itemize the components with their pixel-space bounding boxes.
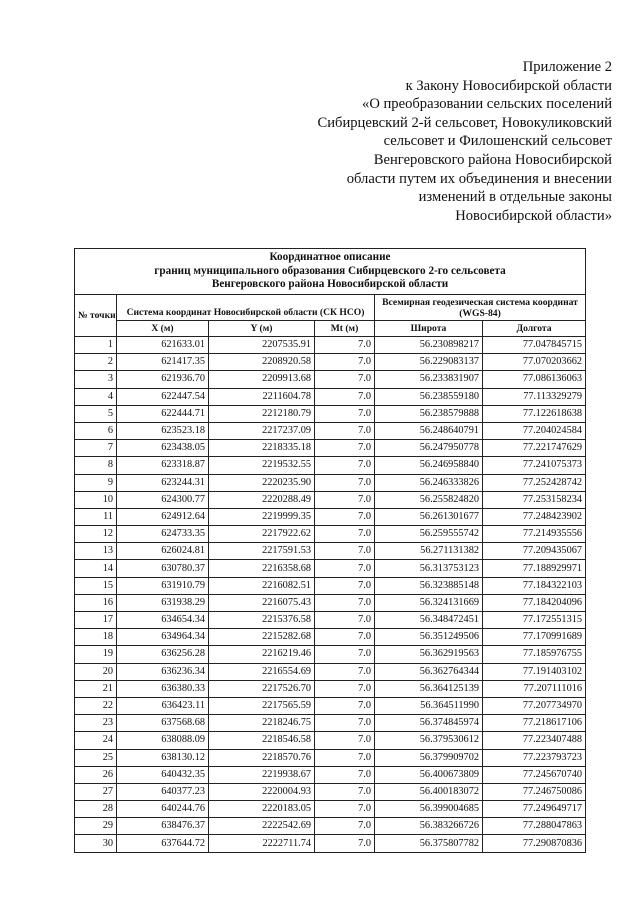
cell-longitude: 77.172551315 [483, 612, 586, 629]
cell-mt: 7.0 [315, 371, 375, 388]
cell-x: 634964.34 [117, 629, 209, 646]
cell-point-number: 18 [75, 629, 117, 646]
cell-longitude: 77.170991689 [483, 629, 586, 646]
cell-longitude: 77.086136063 [483, 371, 586, 388]
cell-mt: 7.0 [315, 818, 375, 835]
cell-y: 2219532.55 [209, 457, 315, 474]
cell-latitude: 56.246958840 [375, 457, 483, 474]
table-row [75, 474, 586, 491]
cell-longitude: 77.248423902 [483, 508, 586, 525]
cell-point-number: 2 [75, 354, 117, 371]
cell-latitude: 56.247950778 [375, 440, 483, 457]
cell-mt: 7.0 [315, 783, 375, 800]
cell-latitude: 56.362919563 [375, 646, 483, 663]
cell-y: 2219938.67 [209, 766, 315, 783]
cell-point-number: 23 [75, 715, 117, 732]
cell-point-number: 28 [75, 801, 117, 818]
appendix-line: сельсовет и Филошенский сельсовет [383, 133, 612, 150]
cell-mt: 7.0 [315, 440, 375, 457]
table-row [75, 337, 586, 354]
cell-latitude: 56.259555742 [375, 526, 483, 543]
cell-mt: 7.0 [315, 577, 375, 594]
cell-x: 622444.71 [117, 405, 209, 422]
table-row [75, 646, 586, 663]
cell-longitude: 77.188929971 [483, 560, 586, 577]
cell-longitude: 77.070203662 [483, 354, 586, 371]
cell-y: 2217591.53 [209, 543, 315, 560]
cell-y: 2218570.76 [209, 749, 315, 766]
cell-mt: 7.0 [315, 354, 375, 371]
cell-point-number: 20 [75, 663, 117, 680]
cell-y: 2216358.68 [209, 560, 315, 577]
table-body [75, 337, 586, 853]
cell-mt: 7.0 [315, 680, 375, 697]
table-row [75, 663, 586, 680]
cell-point-number: 14 [75, 560, 117, 577]
table-row [75, 354, 586, 371]
cell-x: 630780.37 [117, 560, 209, 577]
cell-mt: 7.0 [315, 697, 375, 714]
cell-longitude: 77.218617106 [483, 715, 586, 732]
appendix-line: области путем их объединения и внесении [346, 170, 612, 187]
cell-latitude: 56.233831907 [375, 371, 483, 388]
cell-mt: 7.0 [315, 543, 375, 560]
cell-latitude: 56.364125139 [375, 680, 483, 697]
cell-latitude: 56.324131669 [375, 594, 483, 611]
cell-point-number: 10 [75, 491, 117, 508]
cell-mt: 7.0 [315, 526, 375, 543]
cell-point-number: 5 [75, 405, 117, 422]
cell-point-number: 25 [75, 749, 117, 766]
cell-y: 2208920.58 [209, 354, 315, 371]
cell-point-number: 6 [75, 422, 117, 439]
cell-x: 626024.81 [117, 543, 209, 560]
cell-mt: 7.0 [315, 663, 375, 680]
cell-longitude: 77.249649717 [483, 801, 586, 818]
cell-latitude: 56.261301677 [375, 508, 483, 525]
table-row [75, 594, 586, 611]
header-x: X (м) [117, 321, 209, 337]
cell-y: 2218546.58 [209, 732, 315, 749]
cell-latitude: 56.351249506 [375, 629, 483, 646]
table-row [75, 732, 586, 749]
cell-point-number: 3 [75, 371, 117, 388]
cell-longitude: 77.245670740 [483, 766, 586, 783]
cell-longitude: 77.184204096 [483, 594, 586, 611]
cell-mt: 7.0 [315, 629, 375, 646]
cell-longitude: 77.207734970 [483, 697, 586, 714]
cell-mt: 7.0 [315, 766, 375, 783]
table-row [75, 560, 586, 577]
table-row [75, 783, 586, 800]
cell-x: 631910.79 [117, 577, 209, 594]
table-row [75, 612, 586, 629]
table-row [75, 835, 586, 852]
header-wgs84: Всемирная геодезическая система координат (WGS-84) [375, 295, 586, 321]
cell-longitude: 77.207111016 [483, 680, 586, 697]
cell-latitude: 56.313753123 [375, 560, 483, 577]
cell-latitude: 56.383266726 [375, 818, 483, 835]
table-row [75, 371, 586, 388]
cell-x: 638130.12 [117, 749, 209, 766]
cell-longitude: 77.191403102 [483, 663, 586, 680]
cell-point-number: 27 [75, 783, 117, 800]
appendix-header [252, 58, 612, 225]
cell-x: 638088.09 [117, 732, 209, 749]
cell-latitude: 56.400673809 [375, 766, 483, 783]
cell-x: 623244.31 [117, 474, 209, 491]
cell-mt: 7.0 [315, 801, 375, 818]
cell-x: 621936.70 [117, 371, 209, 388]
cell-latitude: 56.238579888 [375, 405, 483, 422]
table-row [75, 440, 586, 457]
cell-y: 2215376.58 [209, 612, 315, 629]
cell-point-number: 13 [75, 543, 117, 560]
cell-x: 621633.01 [117, 337, 209, 354]
appendix-line: к Закону Новосибирской области [405, 77, 612, 94]
cell-mt: 7.0 [315, 715, 375, 732]
cell-longitude: 77.288047863 [483, 818, 586, 835]
cell-y: 2217922.62 [209, 526, 315, 543]
cell-x: 622447.54 [117, 388, 209, 405]
appendix-line: Новосибирской области» [455, 207, 612, 224]
cell-y: 2216082.51 [209, 577, 315, 594]
cell-y: 2216219.46 [209, 646, 315, 663]
cell-point-number: 9 [75, 474, 117, 491]
cell-y: 2217565.59 [209, 697, 315, 714]
header-longitude: Долгота [483, 321, 586, 337]
cell-y: 2220183.05 [209, 801, 315, 818]
cell-latitude: 56.379530612 [375, 732, 483, 749]
table-row [75, 680, 586, 697]
cell-x: 638476.37 [117, 818, 209, 835]
cell-y: 2218335.18 [209, 440, 315, 457]
table-title-line: Венгеровского района Новосибирской области [211, 278, 449, 291]
cell-longitude: 77.122618638 [483, 405, 586, 422]
cell-x: 634654.34 [117, 612, 209, 629]
table-row [75, 818, 586, 835]
cell-point-number: 16 [75, 594, 117, 611]
appendix-line: Венгеровского района Новосибирской [373, 151, 612, 168]
cell-point-number: 26 [75, 766, 117, 783]
cell-y: 2222542.69 [209, 818, 315, 835]
cell-point-number: 12 [75, 526, 117, 543]
cell-latitude: 56.362764344 [375, 663, 483, 680]
cell-x: 624733.35 [117, 526, 209, 543]
cell-latitude: 56.271131382 [375, 543, 483, 560]
cell-x: 631938.29 [117, 594, 209, 611]
cell-longitude: 77.223407488 [483, 732, 586, 749]
cell-x: 640377.23 [117, 783, 209, 800]
cell-point-number: 7 [75, 440, 117, 457]
table-title-line: Координатное описание [269, 251, 391, 264]
appendix-line: Сибирцевский 2-й сельсовет, Новокуликовский [317, 114, 612, 131]
coordinate-table [74, 248, 586, 853]
cell-x: 637568.68 [117, 715, 209, 732]
cell-longitude: 77.221747629 [483, 440, 586, 457]
cell-longitude: 77.214935556 [483, 526, 586, 543]
cell-longitude: 77.290870836 [483, 835, 586, 852]
cell-mt: 7.0 [315, 732, 375, 749]
cell-longitude: 77.185976755 [483, 646, 586, 663]
cell-y: 2211604.78 [209, 388, 315, 405]
cell-point-number: 29 [75, 818, 117, 835]
table-row [75, 715, 586, 732]
table-row [75, 457, 586, 474]
cell-latitude: 56.246333826 [375, 474, 483, 491]
cell-latitude: 56.400183072 [375, 783, 483, 800]
cell-mt: 7.0 [315, 491, 375, 508]
cell-longitude: 77.113329279 [483, 388, 586, 405]
cell-y: 2209913.68 [209, 371, 315, 388]
cell-x: 640244.76 [117, 801, 209, 818]
table-row [75, 388, 586, 405]
cell-longitude: 77.241075373 [483, 457, 586, 474]
table-row [75, 526, 586, 543]
cell-x: 636423.11 [117, 697, 209, 714]
cell-latitude: 56.399004685 [375, 801, 483, 818]
cell-latitude: 56.238559180 [375, 388, 483, 405]
appendix-line: изменений в отдельные законы [418, 189, 612, 206]
appendix-line: «О преобразовании сельских поселений [362, 96, 612, 113]
cell-longitude: 77.184322103 [483, 577, 586, 594]
cell-y: 2207535.91 [209, 337, 315, 354]
cell-longitude: 77.253158234 [483, 491, 586, 508]
cell-longitude: 77.246750086 [483, 783, 586, 800]
table-row [75, 629, 586, 646]
cell-y: 2217526.70 [209, 680, 315, 697]
cell-y: 2220288.49 [209, 491, 315, 508]
cell-y: 2220004.93 [209, 783, 315, 800]
appendix-line: Приложение 2 [522, 59, 612, 75]
cell-y: 2216554.69 [209, 663, 315, 680]
cell-mt: 7.0 [315, 560, 375, 577]
table-row [75, 801, 586, 818]
cell-longitude: 77.047845715 [483, 337, 586, 354]
table-row [75, 749, 586, 766]
cell-mt: 7.0 [315, 612, 375, 629]
cell-mt: 7.0 [315, 422, 375, 439]
cell-x: 624912.64 [117, 508, 209, 525]
cell-point-number: 22 [75, 697, 117, 714]
cell-point-number: 19 [75, 646, 117, 663]
table-row [75, 766, 586, 783]
table-row [75, 697, 586, 714]
table-row [75, 405, 586, 422]
header-latitude: Широта [375, 321, 483, 337]
cell-y: 2216075.43 [209, 594, 315, 611]
cell-y: 2212180.79 [209, 405, 315, 422]
table-row [75, 422, 586, 439]
cell-y: 2220235.90 [209, 474, 315, 491]
cell-x: 636236.34 [117, 663, 209, 680]
cell-x: 623318.87 [117, 457, 209, 474]
cell-point-number: 24 [75, 732, 117, 749]
cell-x: 637644.72 [117, 835, 209, 852]
table-row [75, 543, 586, 560]
cell-latitude: 56.229083137 [375, 354, 483, 371]
cell-y: 2222711.74 [209, 835, 315, 852]
cell-mt: 7.0 [315, 594, 375, 611]
cell-longitude: 77.209435067 [483, 543, 586, 560]
cell-latitude: 56.348472451 [375, 612, 483, 629]
cell-mt: 7.0 [315, 508, 375, 525]
cell-mt: 7.0 [315, 457, 375, 474]
cell-x: 640432.35 [117, 766, 209, 783]
cell-y: 2217237.09 [209, 422, 315, 439]
cell-mt: 7.0 [315, 337, 375, 354]
table-row [75, 577, 586, 594]
cell-x: 621417.35 [117, 354, 209, 371]
cell-mt: 7.0 [315, 646, 375, 663]
header-mt: Mt (м) [315, 321, 375, 337]
cell-point-number: 17 [75, 612, 117, 629]
cell-latitude: 56.248640791 [375, 422, 483, 439]
cell-x: 624300.77 [117, 491, 209, 508]
cell-longitude: 77.252428742 [483, 474, 586, 491]
table-row [75, 491, 586, 508]
cell-latitude: 56.323885148 [375, 577, 483, 594]
cell-latitude: 56.364511990 [375, 697, 483, 714]
cell-point-number: 11 [75, 508, 117, 525]
cell-point-number: 1 [75, 337, 117, 354]
cell-y: 2218246.75 [209, 715, 315, 732]
cell-point-number: 21 [75, 680, 117, 697]
header-point-number: № точки [75, 295, 117, 337]
cell-y: 2215282.68 [209, 629, 315, 646]
header-sk-nso: Система координат Новосибирской области (СК НСО) [117, 295, 375, 321]
cell-x: 636256.28 [117, 646, 209, 663]
cell-y: 2219999.35 [209, 508, 315, 525]
cell-mt: 7.0 [315, 749, 375, 766]
cell-latitude: 56.375807782 [375, 835, 483, 852]
cell-point-number: 4 [75, 388, 117, 405]
cell-x: 623438.05 [117, 440, 209, 457]
cell-longitude: 77.223793723 [483, 749, 586, 766]
cell-latitude: 56.230898217 [375, 337, 483, 354]
cell-latitude: 56.379909702 [375, 749, 483, 766]
cell-latitude: 56.374845974 [375, 715, 483, 732]
table-title [75, 249, 586, 295]
cell-point-number: 15 [75, 577, 117, 594]
cell-mt: 7.0 [315, 388, 375, 405]
table-title-line: границ муниципального образования Сибирцевского 2-го сельсовета [154, 264, 506, 277]
cell-mt: 7.0 [315, 405, 375, 422]
cell-point-number: 30 [75, 835, 117, 852]
table-row [75, 508, 586, 525]
cell-latitude: 56.255824820 [375, 491, 483, 508]
cell-x: 623523.18 [117, 422, 209, 439]
cell-mt: 7.0 [315, 474, 375, 491]
cell-x: 636380.33 [117, 680, 209, 697]
header-y: Y (м) [209, 321, 315, 337]
cell-mt: 7.0 [315, 835, 375, 852]
cell-longitude: 77.204024584 [483, 422, 586, 439]
cell-point-number: 8 [75, 457, 117, 474]
